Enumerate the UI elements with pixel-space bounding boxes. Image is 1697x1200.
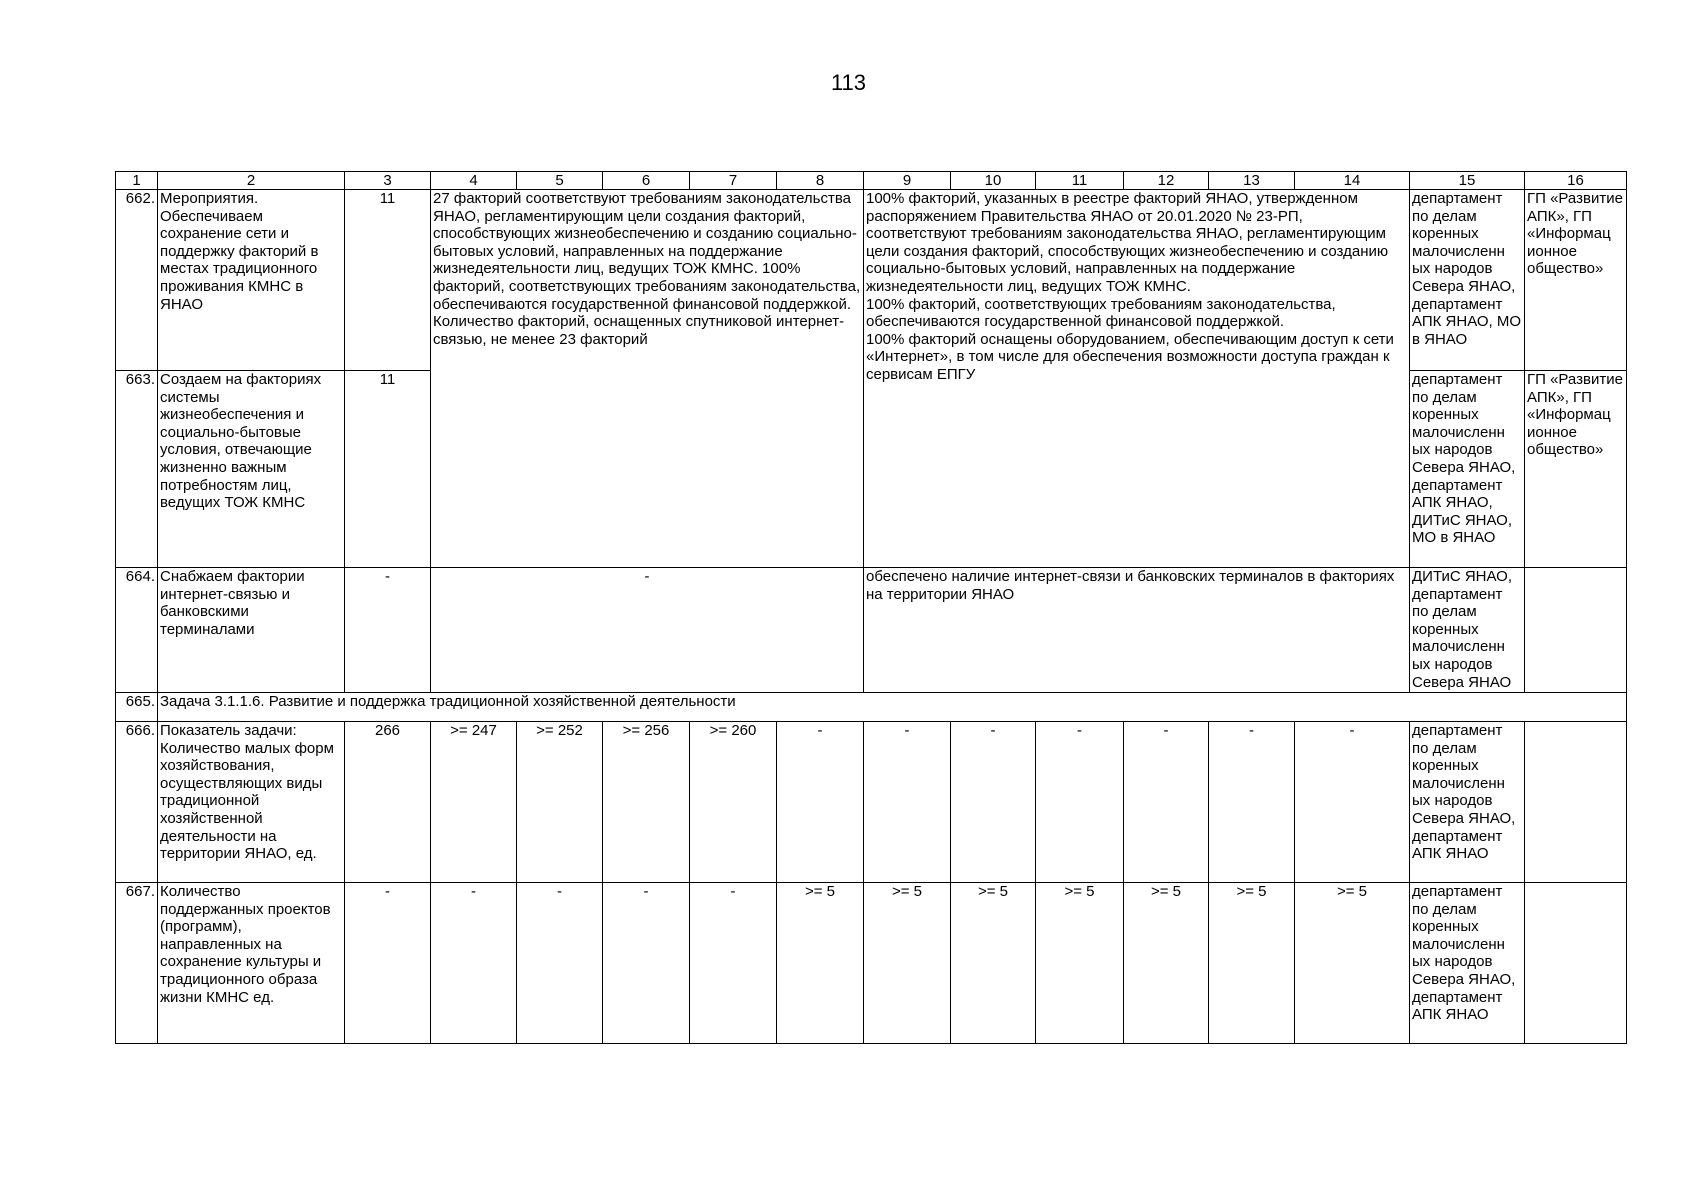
- value-cell: -: [777, 722, 864, 883]
- table-row-665: [116, 693, 1627, 722]
- value-cell: -: [517, 883, 603, 1044]
- targets-text: 100% факторий, указанных в реестре факторий ЯНАО, утвержденном распоряжением Правительства ЯНАО от 20.01.2020 № 23-РП, соответствуют требованиям законодательства ЯНАО, регламентирующим цели создания факторий, способствующих жизнеобеспечению и созданию социально-бытовых условий, направленных на поддержание жизнедеятельности лиц, ведущих ТОЖ КМНС. 100% факторий, соответствующих требованиям законодательства, обеспечиваются государственной финансовой поддержкой. 100% факторий оснащены оборудованием, обеспечивающим доступ к сети «Интернет», в том числе для обеспечения возможности доступа граждан к сервисам ЕПГУ: [866, 190, 1394, 383]
- value-cell: -: [1036, 722, 1124, 883]
- value-cell: -: [1209, 722, 1295, 883]
- value-cell: >= 5: [1124, 883, 1209, 1044]
- header-cell: 9: [864, 172, 951, 190]
- responsible-org: департамент по делам коренных малочисленн ых народов Севера ЯНАО, департамент АПК ЯНАО, ДИТиС ЯНАО, МО в ЯНАО: [1410, 371, 1525, 568]
- state-program: [1525, 883, 1627, 1044]
- targets-cols-9-14: обеспечено наличие интернет-связи и банковских терминалов в факториях на территории ЯНАО: [864, 568, 1410, 693]
- table-row-662: [116, 190, 1627, 371]
- page-number: 113: [830, 70, 867, 95]
- header-row: [116, 172, 1627, 190]
- value-cell: >= 252: [517, 722, 603, 883]
- header-cell: 8: [777, 172, 864, 190]
- value-cell: >= 247: [431, 722, 517, 883]
- row-number: 662.: [116, 190, 158, 371]
- indicator-name: Показатель задачи: Количество малых форм хозяйствования, осуществляющих виды традиционной хозяйственной деятельности на территории ЯНАО, ед.: [158, 722, 345, 883]
- value-cell: -: [1124, 722, 1209, 883]
- header-cell: 11: [1036, 172, 1124, 190]
- row-number: 666.: [116, 722, 158, 883]
- header-cell: 3: [345, 172, 431, 190]
- header-cell: 16: [1525, 172, 1627, 190]
- value-cell: -: [431, 883, 517, 1044]
- responsible-org: департамент по делам коренных малочисленн ых народов Севера ЯНАО, департамент АПК ЯНАО, МО в ЯНАО: [1410, 190, 1525, 371]
- header-cell: 12: [1124, 172, 1209, 190]
- header-cell: 10: [951, 172, 1036, 190]
- header-cell: 13: [1209, 172, 1295, 190]
- measure-name: Мероприятия. Обеспечиваем сохранение сети и поддержку факторий в местах традиционного проживания КМНС в ЯНАО: [158, 190, 345, 371]
- value-cell: >= 5: [1036, 883, 1124, 1044]
- task-heading: Задача 3.1.1.6. Развитие и поддержка традиционной хозяйственной деятельности: [158, 693, 1627, 722]
- targets-cols-9-14: [864, 190, 1410, 568]
- header-cell: 6: [603, 172, 690, 190]
- state-program: ГП «Развитие АПК», ГП «Информац ионное общество»: [1525, 371, 1627, 568]
- state-program: [1525, 722, 1627, 883]
- indicator-name: Количество поддержанных проектов (программ), направленных на сохранение культуры и традиционного образа жизни КМНС ед.: [158, 883, 345, 1044]
- header-cell: 14: [1295, 172, 1410, 190]
- value-cell: -: [864, 722, 951, 883]
- baseline-value: -: [345, 568, 431, 693]
- value-cell: >= 5: [777, 883, 864, 1044]
- table-row-667: [116, 883, 1627, 1044]
- value-cell: >= 5: [1295, 883, 1410, 1044]
- row-number: 664.: [116, 568, 158, 693]
- header-cell: 1: [116, 172, 158, 190]
- row-number: 665.: [116, 693, 158, 722]
- program-table: [115, 171, 1627, 1044]
- responsible-org: департамент по делам коренных малочисленн ых народов Севера ЯНАО, департамент АПК ЯНАО: [1410, 883, 1525, 1044]
- header-cell: 2: [158, 172, 345, 190]
- value-cell: -: [345, 883, 431, 1044]
- header-cell: 15: [1410, 172, 1525, 190]
- header-cell: 4: [431, 172, 517, 190]
- value-cell: -: [951, 722, 1036, 883]
- baseline-value: 11: [345, 371, 431, 568]
- table-row-666: [116, 722, 1627, 883]
- value-cell: >= 256: [603, 722, 690, 883]
- state-program: [1525, 568, 1627, 693]
- value-cell: -: [1295, 722, 1410, 883]
- responsible-org: ДИТиС ЯНАО, департамент по делам коренных малочисленн ых народов Севера ЯНАО: [1410, 568, 1525, 693]
- value-cell: -: [603, 883, 690, 1044]
- responsible-org: департамент по делам коренных малочисленн ых народов Севера ЯНАО, департамент АПК ЯНАО: [1410, 722, 1525, 883]
- state-program: ГП «Развитие АПК», ГП «Информац ионное общество»: [1525, 190, 1627, 371]
- value-cell: -: [690, 883, 777, 1044]
- value-cell: >= 5: [951, 883, 1036, 1044]
- baseline-value: 11: [345, 190, 431, 371]
- measure-name: Создаем на факториях системы жизнеобеспечения и социально-бытовые условия, отвечающие жизненно важным потребностям лиц, ведущих ТОЖ КМНС: [158, 371, 345, 568]
- header-cell: 5: [517, 172, 603, 190]
- value-cell: >= 5: [864, 883, 951, 1044]
- value-cell: 266: [345, 722, 431, 883]
- table-row-664: [116, 568, 1627, 693]
- targets-cols-4-8: -: [431, 568, 864, 693]
- row-number: 663.: [116, 371, 158, 568]
- row-number: 667.: [116, 883, 158, 1044]
- value-cell: >= 5: [1209, 883, 1295, 1044]
- targets-cols-4-8: 27 факторий соответствуют требованиям законодательства ЯНАО, регламентирующим цели создания факторий, способствующих жизнеобеспечению и созданию социально-бытовых условий, направленных на поддержание жизнедеятельности лиц, ведущих ТОЖ КМНС. 100% факторий, соответствующих требованиям законодательства, обеспечиваются государственной финансовой поддержкой. Количество факторий, оснащенных спутниковой интернет-связью, не менее 23 факторий: [431, 190, 864, 568]
- measure-name: Снабжаем фактории интернет-связью и банковскими терминалами: [158, 568, 345, 693]
- header-cell: 7: [690, 172, 777, 190]
- value-cell: >= 260: [690, 722, 777, 883]
